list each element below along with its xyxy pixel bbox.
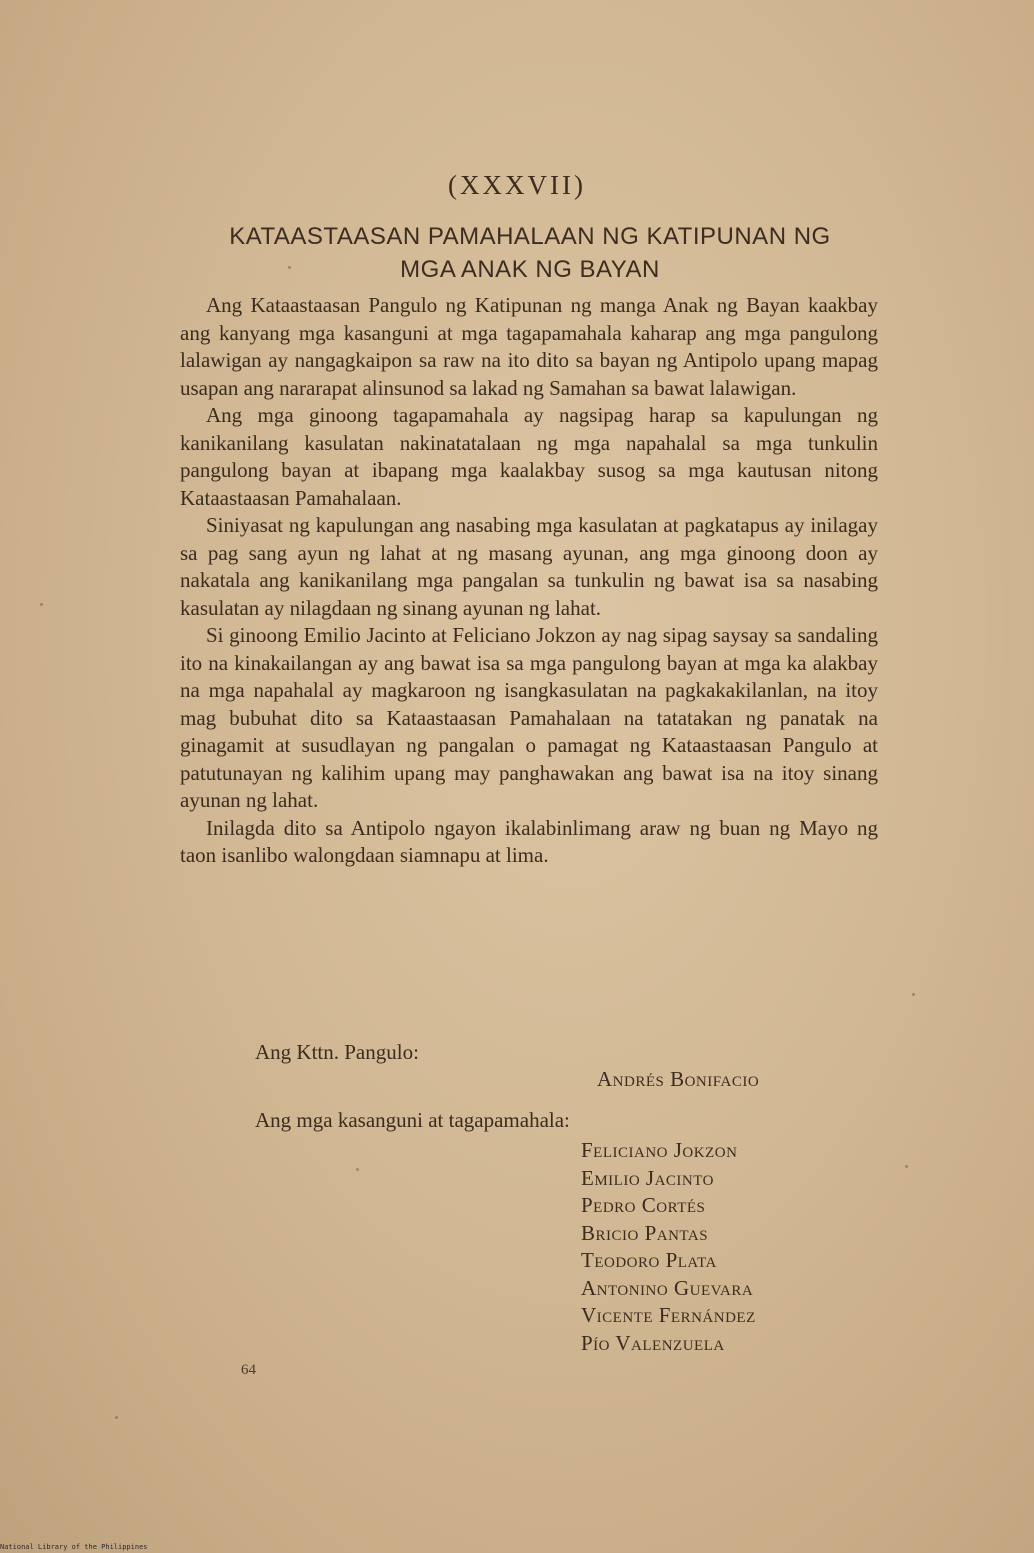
page-number: 64 <box>241 1362 256 1378</box>
paper-speck <box>905 1165 908 1168</box>
president-label: Ang Kttn. Pangulo: <box>255 1040 419 1064</box>
council-member: Pedro Cortés <box>581 1193 706 1217</box>
council-signatory-list <box>581 1137 756 1357</box>
body-text <box>180 292 878 870</box>
paragraph-1: Ang Kataastaasan Pangulo ng Katipunan ng manga Anak ng Bayan kaakbay ang kanyang mga kasanguni at mga tagapamahala kaharap ang mga pangulong lalawigan ay nangagkaipon sa raw na ito dito sa bayan ng Antipolo upang mapag usapan ang nararapat alinsunod sa lakad ng Samahan sa bawat lalawigan. <box>180 293 878 400</box>
paper-speck <box>40 603 43 606</box>
paragraph-5: Inilagda dito sa Antipolo ngayon ikalabinlimang araw ng buan ng Mayo ng taon isanlibo walongdaan siamnapu at lima. <box>180 815 878 867</box>
chapter-numeral: (XXXVII) <box>448 170 586 200</box>
council-member: Teodoro Plata <box>581 1248 717 1272</box>
paper-speck <box>288 266 291 269</box>
title-line-2: MGA ANAK NG BAYAN <box>400 256 660 283</box>
title-line-1: KATAASTAASAN PAMAHALAAN NG KATIPUNAN NG <box>229 223 831 250</box>
document-title <box>160 220 900 286</box>
council-member: Emilio Jacinto <box>581 1165 714 1190</box>
council-member: Feliciano Jokzon <box>581 1138 738 1162</box>
council-member: Vicente Fernández <box>581 1303 756 1327</box>
paper-speck <box>356 1168 359 1171</box>
paragraph-3: Siniyasat ng kapulungan ang nasabing mga kasulatan at pagkatapus ay inilagay sa pag sang ayun ng lahat at ng masang ayunan, ang mga ginoong doon ay nakatala ang kanikanilang mga pangalan sa tunkulin ng bawat isa sa nasabing kasulatan ay nilagdaan ng sinang ayunan ng lahat. <box>180 513 878 620</box>
paragraph-2: Ang mga ginoong tagapamahala ay nagsipag harap sa kapulungan ng kanikanilang kasulatan nakinatatalaan ng mga napahalal sa mga tunkulin pangulong bayan at ibapang mga kaalakbay susog sa mga kautusan nitong Kataastaasan Pamahalaan. <box>180 403 878 510</box>
paragraph-4: Si ginoong Emilio Jacinto at Feliciano Jokzon ay nag sipag saysay sa sandaling ito na kinakailangan ay ang bawat isa sa mga pangulong bayan at mga ka alakbay na mga napahalal ay magkaroon ng isangkasulatan na pagkakakilanlan, na itoy mag bubuhat dito sa Kataastaasan Pamahalaan na tatatakan ng panatak na ginagamit at susudlayan ng pangalan o pamagat ng Kataastaasan Pangulo at patutunayan ng kalihim upang may panghawakan ang bawat isa na itoy sinang ayunan ng lahat. <box>180 623 878 812</box>
president-signatory: Andrés Bonifacio <box>597 1067 760 1091</box>
council-member: Pío Valenzuela <box>581 1330 725 1355</box>
library-credit: National Library of the Philippines <box>0 1543 148 1551</box>
paper-speck <box>912 993 915 996</box>
council-label: Ang mga kasanguni at tagapamahala: <box>255 1108 570 1132</box>
paper-speck <box>115 1416 118 1419</box>
council-member: Bricio Pantas <box>581 1220 709 1245</box>
council-member: Antonino Guevara <box>581 1275 754 1300</box>
